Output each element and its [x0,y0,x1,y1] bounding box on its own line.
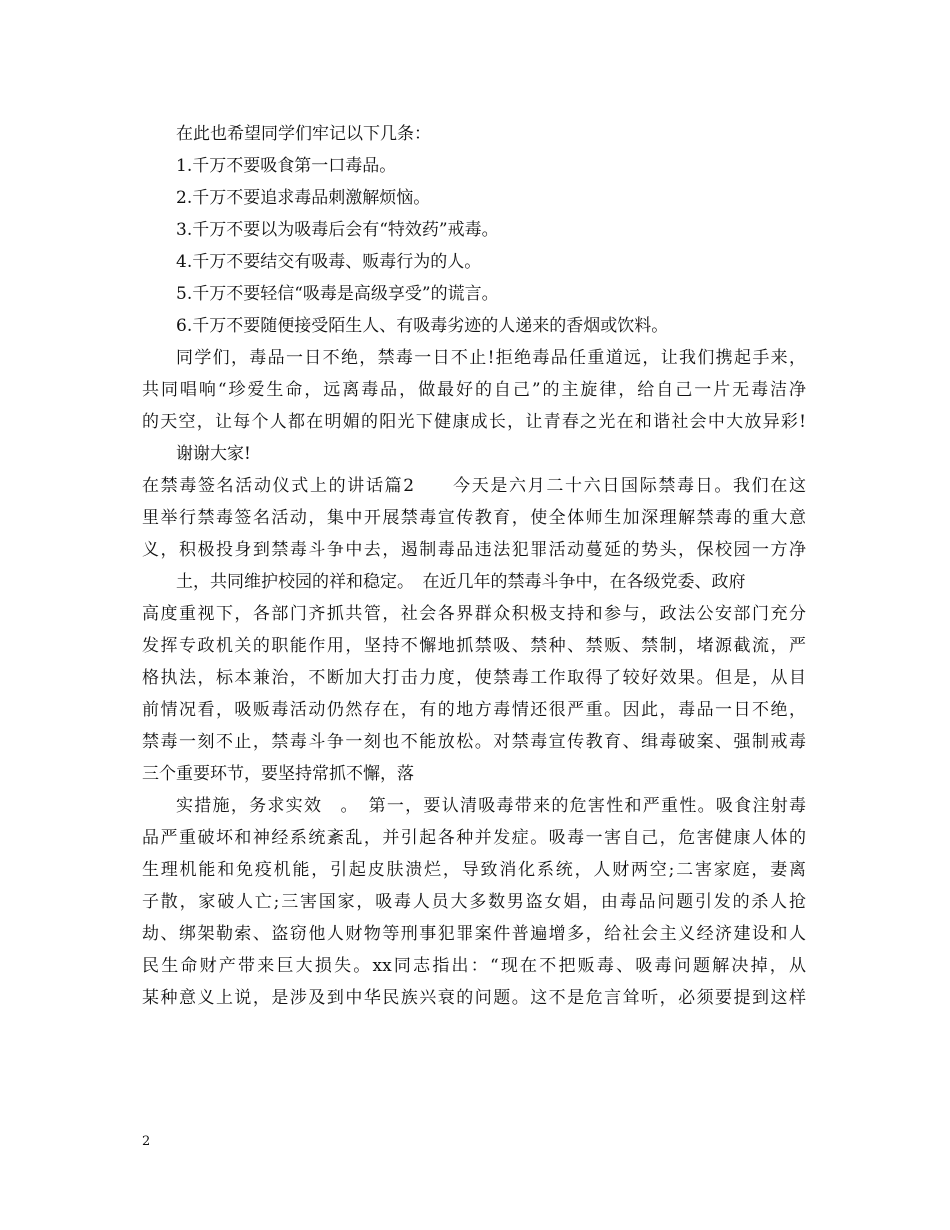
paragraph-line: 劫、绑架勒索、盗窃他人财物等刑事犯罪案件普遍增多，给社会主义经济建设和人 [142,924,806,944]
paragraph-line: 民生命财产带来巨大损失。xx同志指出：“现在不把贩毒、吸毒问题解决掉，从 [142,956,806,976]
list-item-5: 5.千万不要轻信“吸毒是高级享受”的谎言。 [176,284,499,304]
closing-line: 谢谢大家! [176,444,251,464]
paragraph-line: 品严重破坏和神经系统紊乱，并引起各种并发症。吸毒一害自己，危害健康人体的 [142,828,806,848]
paragraph-line: 里举行禁毒签名活动，集中开展禁毒宣传教育，使全体师生加深理解禁毒的重大意 [142,508,806,528]
list-item-1: 1.千万不要吸食第一口毒品。 [176,156,397,176]
paragraph-line: 子散，家破人亡;三害国家，吸毒人员大多数男盗女娼，由毒品问题引发的杀人抢 [142,892,806,912]
paragraph-line: 发挥专政机关的职能作用，坚持不懈地抓禁吸、禁种、禁贩、禁制，堵源截流，严 [142,636,806,656]
list-item-2: 2.千万不要追求毒品刺激解烦恼。 [176,188,431,208]
paragraph-line: 实措施，务求实效 。 第一，要认清吸毒带来的危害性和严重性。吸食注射毒 [176,796,806,816]
list-item-6: 6.千万不要随便接受陌生人、有吸毒劣迹的人递来的香烟或饮料。 [176,316,669,336]
paragraph-line: 格执法，标本兼治，不断加大打击力度，使禁毒工作取得了较好效果。但是，从目 [142,668,806,688]
paragraph-line: 同学们，毒品一日不绝，禁毒一日不止!拒绝毒品任重道远，让我们携起手来， [176,348,806,368]
paragraph-line: 义，积极投身到禁毒斗争中去，遏制毒品违法犯罪活动蔓延的势头，保校园一方净 [142,540,806,560]
paragraph-line: 生理机能和免疫机能，引起皮肤溃烂，导致消化系统，人财两空;二害家庭，妻离 [142,860,806,880]
paragraph-line: 土，共同维护校园的祥和稳定。 在近几年的禁毒斗争中，在各级党委、政府 [176,572,746,592]
paragraph-line: 高度重视下，各部门齐抓共管，社会各界群众积极支持和参与，政法公安部门充分 [142,604,806,624]
page-number: 2 [142,1134,151,1149]
paragraph-line: 三个重要环节，要坚持常抓不懈，落 [142,764,414,784]
paragraph-line: 前情况看，吸贩毒活动仍然存在，有的地方毒情还很严重。因此，毒品一日不绝， [142,700,806,720]
list-item-4: 4.千万不要结交有吸毒、贩毒行为的人。 [176,252,482,272]
list-item-3: 3.千万不要以为吸毒后会有“特效药”戒毒。 [176,220,499,240]
text-line-1: 在此也希望同学们牢记以下几条： [176,124,431,144]
paragraph-line: 禁毒一刻不止，禁毒斗争一刻也不能放松。对禁毒宣传教育、缉毒破案、强制戒毒 [142,732,806,752]
paragraph-line: 共同唱响“珍爱生命，远离毒品，做最好的自己”的主旋律，给自己一片无毒洁净 [142,380,806,400]
section-heading-line: 在禁毒签名活动仪式上的讲话篇2 今天是六月二十六日国际禁毒日。我们在这 [142,476,806,496]
paragraph-line: 某种意义上说，是涉及到中华民族兴衰的问题。这不是危言耸听，必须要提到这样 [142,988,806,1008]
paragraph-line: 的天空，让每个人都在明媚的阳光下健康成长，让青春之光在和谐社会中大放异彩! [142,412,806,432]
